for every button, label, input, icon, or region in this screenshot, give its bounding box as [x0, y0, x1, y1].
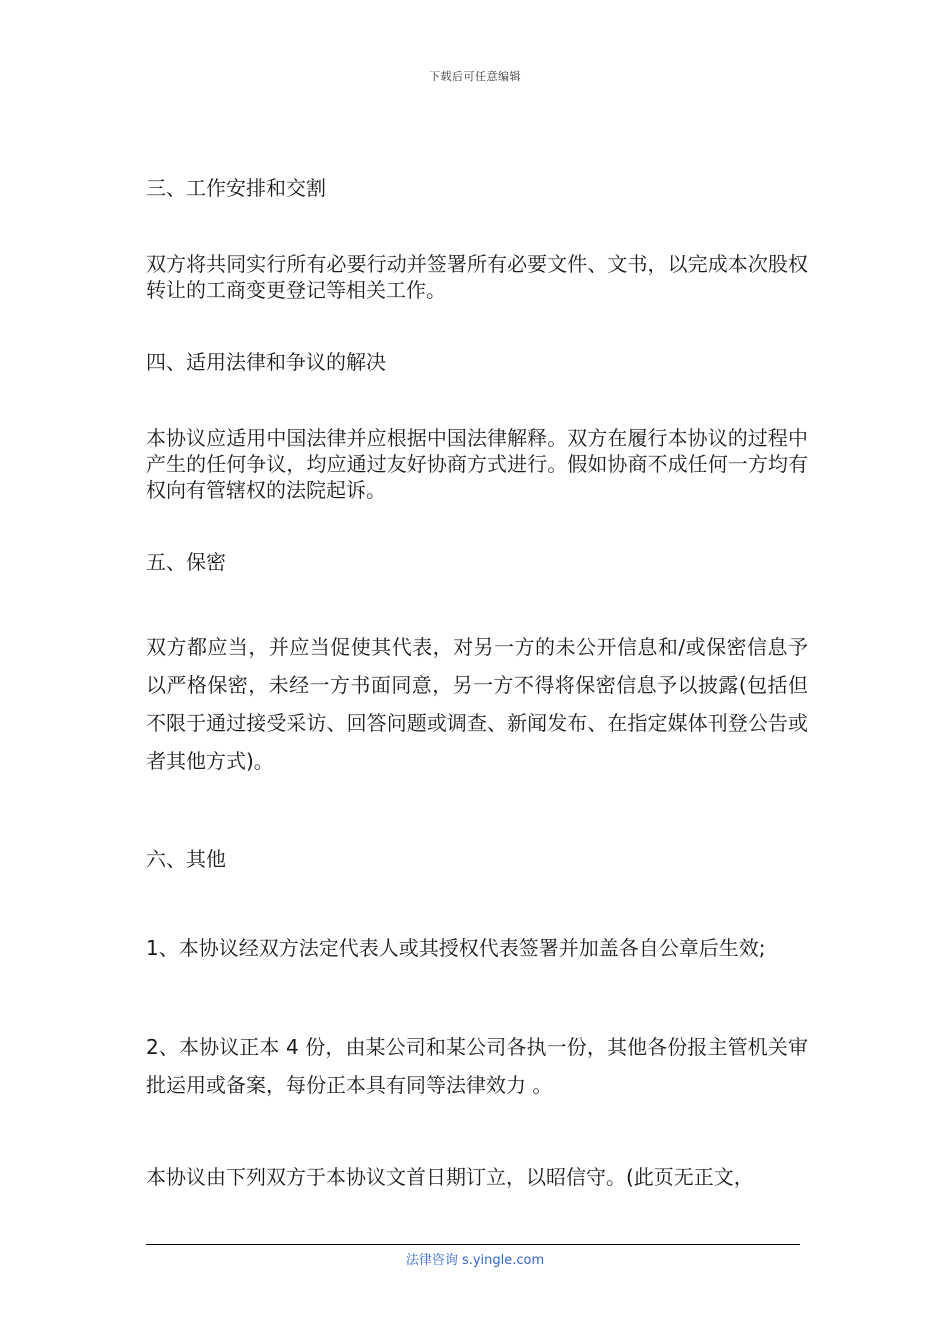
footer-link[interactable]: 法律咨询 s.yingle.com: [405, 1253, 545, 1268]
section-3-title: 三、工作安排和交割: [146, 176, 326, 200]
closing-statement: 本协议由下列双方于本协议文首日期订立，以昭信守。(此页无正文，: [146, 1165, 754, 1189]
section-5-body: 双方都应当，并应当促使其代表，对另一方的未公开信息和/或保密信息予以严格保密，未经一方书面同意，另一方不得将保密信息予以披露(包括但不限于通过接受采访、回答问题或调查、新闻发布、在指定媒体刊登公告或者其他方式)。: [146, 635, 808, 773]
section-4-body: 本协议应适用中国法律并应根据中国法律解释。双方在履行本协议的过程中产生的任何争议，均应通过友好协商方式进行。假如协商不成任何一方均有权向有管辖权的法院起诉。: [146, 426, 808, 502]
section-3-body: 双方将共同实行所有必要行动并签署所有必要文件、文书，以完成本次股权转让的工商变更登记等相关工作。: [146, 252, 808, 302]
section-4-title: 四、适用法律和争议的解决: [146, 350, 386, 374]
section-6-title: 六、其他: [146, 847, 226, 871]
footer-divider: [146, 1244, 800, 1245]
page-header: 下载后可任意编辑: [429, 70, 521, 83]
section-6-item-1: 1、本协议经双方法定代表人或其授权代表签署并加盖各自公章后生效;: [146, 936, 766, 960]
section-5-title: 五、保密: [146, 550, 226, 574]
section-6-item-2: 2、本协议正本 4 份，由某公司和某公司各执一份，其他各份报主管机关审批运用或备案，每份正本具有同等法律效力 。: [146, 1035, 808, 1097]
